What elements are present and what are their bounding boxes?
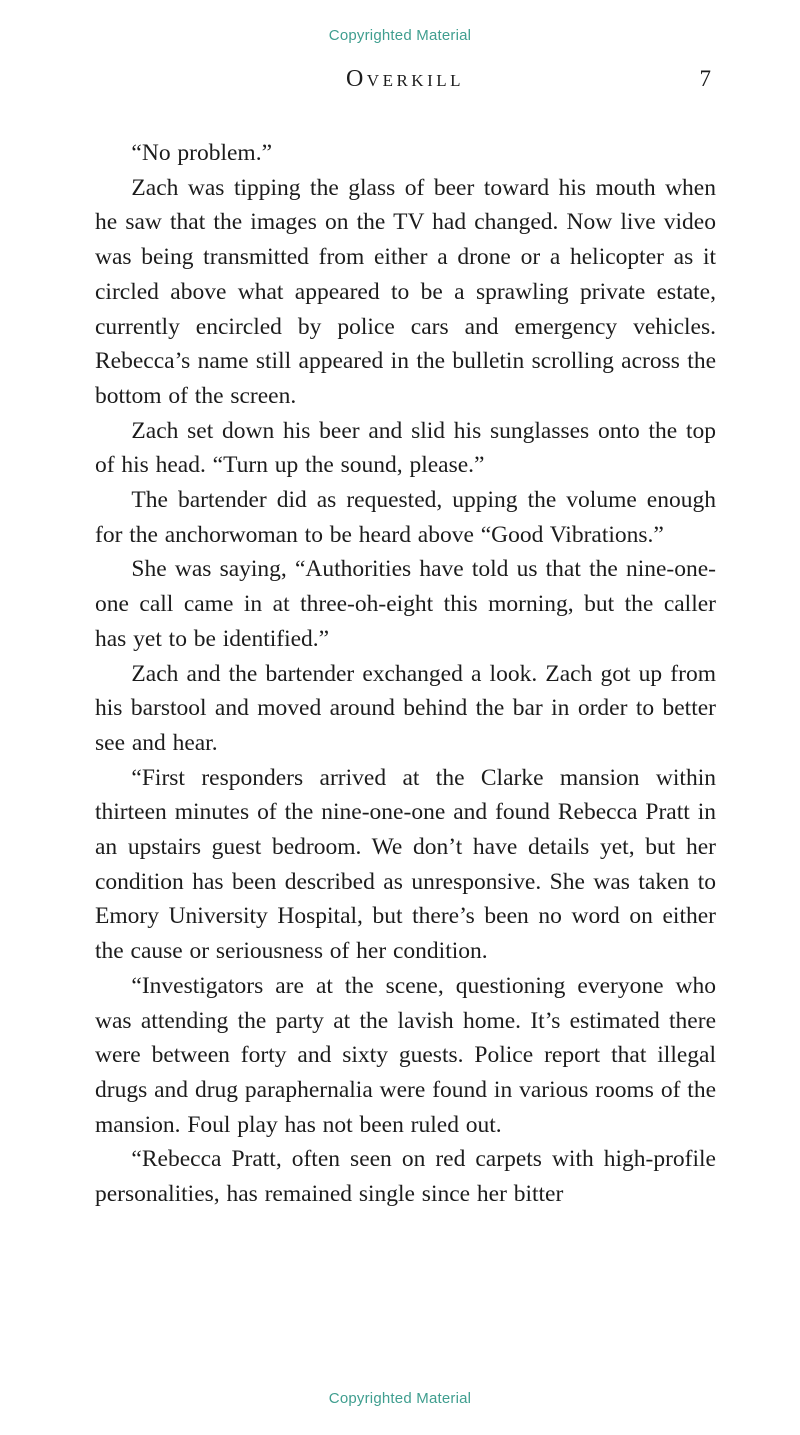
paragraph: “First responders arrived at the Clarke mansion within thirteen minutes of the nine-one-one and found Rebecca Pratt in an upstairs guest bedroom. We don’t have details yet, but her condition has been described as unresponsive. She was taken to Emory University Hospital, but there’s been no word on either the cause or seriousness of her condition. (95, 764, 716, 965)
paragraph: “Investigators are at the scene, questioning everyone who was attending the party at the lavish home. It’s estimated there were between forty and sixty guests. Police report that illegal drugs and drug paraphernalia were found in various rooms of the mansion. Foul play has not been ruled out. (95, 972, 716, 1138)
paragraph: Zach set down his beer and slid his sunglasses onto the top of his head. “Turn up the sound, please.” (95, 417, 716, 479)
copyright-notice-bottom: Copyrighted Material (328, 1390, 472, 1407)
paragraph: “No problem.” (131, 140, 273, 166)
book-title: Overkill (345, 66, 465, 92)
paragraph: “Rebecca Pratt, often seen on red carpets with high-profile personalities, has remained single since her bitter (95, 1146, 716, 1208)
paragraph: Zach was tipping the glass of beer toward his mouth when he saw that the images on the TV had changed. Now live video was being transmitted from either a drone or a helicopter as it circled above what appeared to be a sprawling private estate, currently encircled by police cars and emergency vehicles. Rebecca’s name still appeared in the bulletin scrolling across the bottom of the screen. (95, 174, 716, 409)
paragraph: She was saying, “Authorities have told us that the nine-one-one call came in at three-oh-eight this morning, but the caller has yet to be identified.” (95, 556, 716, 652)
paragraph: The bartender did as requested, upping the volume enough for the anchorwoman to be heard above “Good Vibrations.” (95, 487, 716, 548)
page-number: 7 (699, 66, 711, 91)
paragraph: Zach and the bartender exchanged a look. Zach got up from his barstool and moved around behind the bar in order to better see and hear. (95, 660, 716, 756)
copyright-notice-top: Copyrighted Material (328, 27, 472, 44)
running-header (95, 66, 715, 98)
body-text (95, 136, 716, 1212)
